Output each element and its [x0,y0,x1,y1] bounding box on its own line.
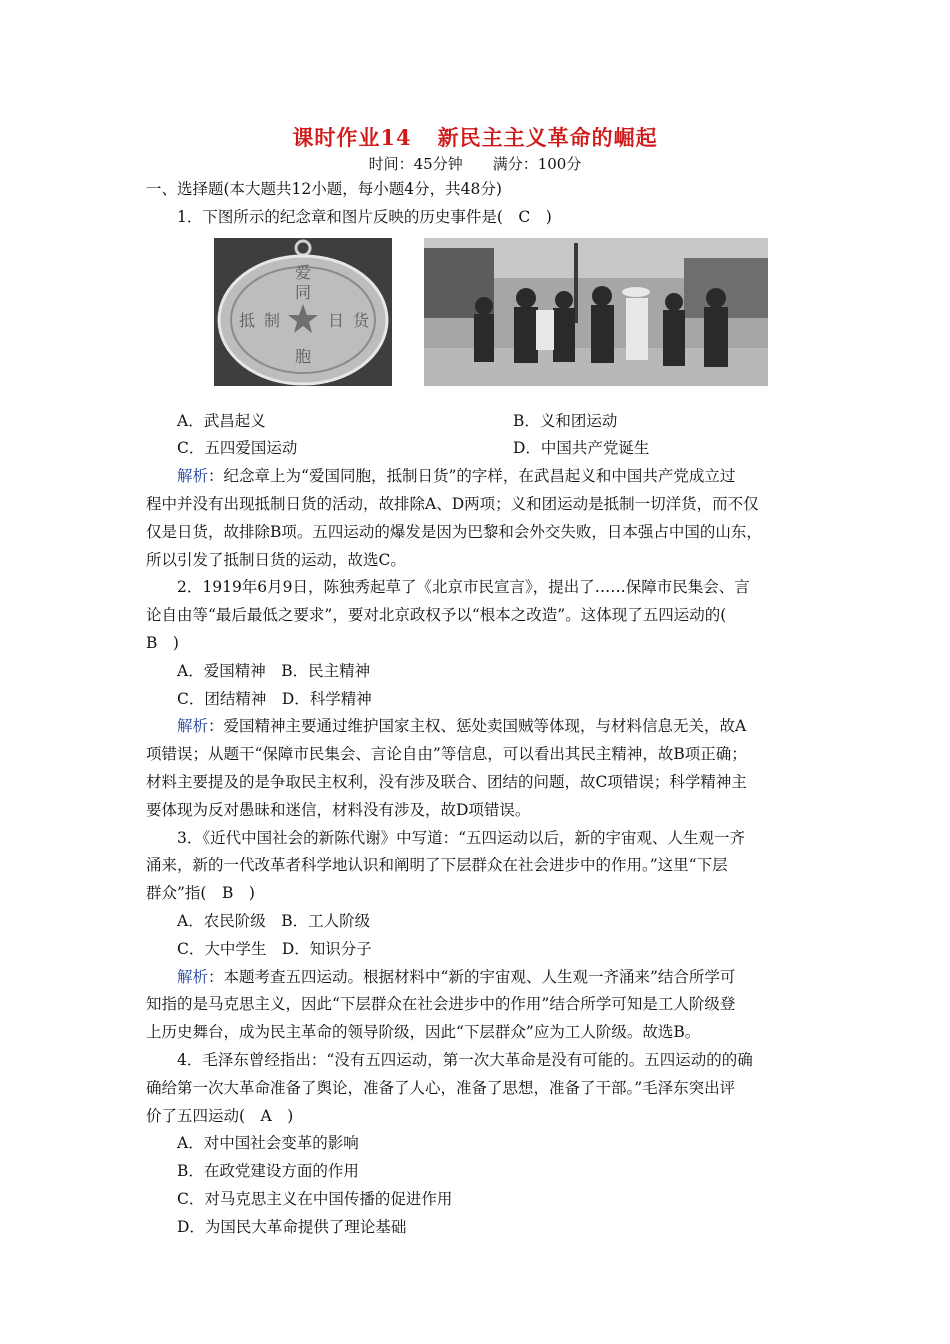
q3-analysis-line-2: 知指的是马克思主义，因此“下层群众在社会进步中的作用”结合所学可知是工人阶级登 [146,995,736,1014]
q3-options-ab[interactable]: A．农民阶级 B．工人阶级 [177,911,371,930]
title-right: 新民主主义革命的崛起 [437,125,658,150]
q2-stem-line-2: 论自由等“最后最低之要求”，要对北京政权予以“根本之改造”。这体现了五四运动的( [146,606,727,625]
q1-options-row-1 [146,408,804,436]
q3-options-cd[interactable]: C．大中学生 D．知识分子 [177,939,372,958]
q2-options-ab[interactable]: A．爱国精神 B．民主精神 [177,661,371,680]
q2-analysis-line-4: 要体现为反对愚昧和迷信，材料没有涉及，故D项错误。 [146,800,531,819]
page-title [0,122,950,152]
q3-analysis-line-3: 上历史舞台，成为民主革命的领导阶级，因此“下层群众”应为工人阶级。故选B。 [146,1023,701,1042]
q4-option-c[interactable]: C．对马克思主义在中国传播的促进作用 [177,1189,453,1208]
medal-char-2: 同 [294,282,312,302]
question-content [146,176,804,1242]
may-fourth-protest-photo [424,238,768,386]
analysis-label: 解析 [177,467,209,486]
q1-analysis-line-4: 所以引发了抵制日货的运动，故选C。 [146,550,406,569]
q2-analysis-line-3: 材料主要提及的是争取民主权利，没有涉及联合、团结的问题，故C项错误；科学精神主 [146,772,747,791]
q1-analysis-line-3: 仅是日货，故排除B项。五四运动的爆发是因为巴黎和会外交失败，日本强占中国的山东， [146,522,762,541]
analysis-label: 解析 [177,967,209,986]
q1-option-c[interactable]: C．五四爱国运动 [177,439,298,458]
medal-char-5: 制 [263,310,281,330]
q4-stem-line-1: 4．毛泽东曾经指出：“没有五四运动，第一次大革命是没有可能的。五四运动的的确 [177,1050,753,1069]
medal-char-1: 爱 [294,262,312,282]
q3-stem-line-3: 群众”指( B ) [146,884,255,903]
q2-stem-line-3: B ) [146,633,179,652]
q1-stem: 1．下图所示的纪念章和图片反映的历史事件是( C ) [177,207,552,226]
q2-stem-line-1: 2．1919年6月9日，陈独秀起草了《北京市民宣言》，提出了……保障市民集会、言 [177,578,750,597]
q2-analysis-line-1: 解析：爱国精神主要通过维护国家主权、惩处卖国贼等体现，与材料信息无关，故A [177,717,747,736]
q1-options-row-2 [146,435,804,463]
medal-char-6: 日 [327,310,345,330]
q2-options-cd[interactable]: C．团结精神 D．科学精神 [177,689,372,708]
commemorative-medal-image [214,238,392,386]
q4-option-a[interactable]: A．对中国社会变革的影响 [177,1134,359,1153]
q3-analysis-line-1: 解析：本题考查五四运动。根据材料中“新的宇宙观、人生观一齐涌来”结合所学可 [177,967,736,986]
medal-char-4: 抵 [238,310,256,330]
title-left: 课时作业14 [292,125,412,150]
q3-stem-line-2: 涌来，新的一代改革者科学地认识和阐明了下层群众在社会进步中的作用。”这里“下层 [146,856,728,875]
full-score: 满分：100分 [492,155,582,173]
medal-char-3: 胞 [294,346,312,366]
section-heading: 一、选择题(本大题共12小题，每小题4分，共48分) [146,180,502,198]
q4-option-b[interactable]: B．在政党建设方面的作用 [177,1162,359,1181]
q1-analysis-line-2: 程中并没有出现抵制日货的活动，故排除A、D两项；义和团运动是抵制一切洋货，而不仅 [146,494,759,513]
q4-option-d[interactable]: D．为国民大革命提供了理论基础 [177,1217,407,1236]
q2-analysis-line-2: 项错误；从题干“保障市民集会、言论自由”等信息，可以看出其民主精神，故B项正确； [146,745,747,764]
q1-option-b[interactable]: B．义和团运动 [513,411,618,430]
q1-option-d[interactable]: D．中国共产党诞生 [513,439,650,458]
q1-analysis-line-1: 解析：纪念章上为“爱国同胞，抵制日货”的字样，在武昌起义和中国共产党成立过 [177,467,736,486]
time-limit: 时间：45分钟 [368,155,463,173]
q1-images [146,238,804,400]
q4-stem-line-2: 确给第一次大革命准备了舆论，准备了人心，准备了思想，准备了干部。”毛泽东突出评 [146,1078,736,1097]
medal-char-7: 货 [352,310,370,330]
q3-stem-line-1: 3．《近代中国社会的新陈代谢》中写道：“五四运动以后，新的宇宙观、人生观一齐 [177,828,746,847]
q4-stem-line-3: 价了五四运动( A ) [146,1106,294,1125]
q1-option-a[interactable]: A．武昌起义 [177,411,266,430]
exam-meta [0,153,950,174]
analysis-label: 解析 [177,717,209,736]
